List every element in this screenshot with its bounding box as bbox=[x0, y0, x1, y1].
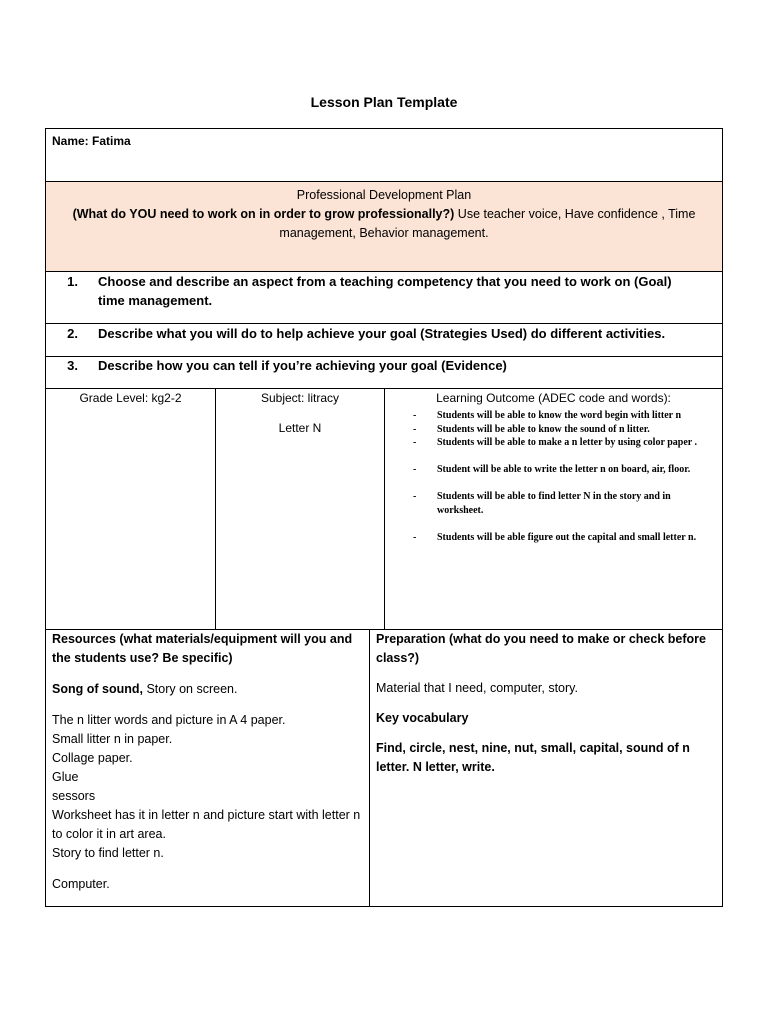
resources-line: Glue bbox=[52, 770, 79, 784]
pd-plan-body bbox=[52, 205, 716, 243]
subject-cell bbox=[215, 388, 385, 630]
outcome-heading bbox=[385, 390, 722, 407]
letter-label: Letter N bbox=[278, 421, 322, 435]
resources-song-line bbox=[52, 680, 363, 699]
strategies-text: Describe what you will do to help achieve your goal (Strategies Used) do different activities. bbox=[98, 326, 666, 341]
resources-heading bbox=[52, 630, 363, 668]
goal-item bbox=[52, 272, 698, 310]
resources-title: Resources bbox=[52, 632, 116, 646]
resources-story: Story on screen. bbox=[146, 682, 238, 696]
grade-level: Grade Level: kg2-2 bbox=[79, 391, 182, 405]
resources-cell bbox=[45, 629, 370, 907]
outcome-item: - Student will be able to write the letter n on board, air, floor. bbox=[413, 463, 714, 477]
resources-line: The n litter words and picture in A 4 paper. bbox=[52, 713, 286, 727]
resources-line: sessors bbox=[52, 789, 96, 803]
name-label: Name: Fatima bbox=[52, 134, 131, 148]
resources-line: Worksheet has it in letter n and picture start with letter n to color it in art area. bbox=[52, 808, 361, 841]
outcome-paren: (ADEC code and words): bbox=[538, 391, 671, 405]
resources-list bbox=[52, 711, 363, 863]
preparation-material: Material that I need, computer, story. bbox=[376, 681, 578, 695]
preparation-cell bbox=[369, 629, 723, 907]
evidence-text: Describe how you can tell if you’re achieving your goal (Evidence) bbox=[98, 358, 507, 373]
preparation-title: Preparation bbox=[376, 632, 446, 646]
outcome-cell bbox=[384, 388, 723, 630]
goal-num: 1. bbox=[67, 274, 78, 289]
resources-song: Song of sound, bbox=[52, 682, 143, 696]
outcome-item: - Students will be able figure out the capital and small letter n. bbox=[413, 531, 714, 545]
pd-plan-question: (What do YOU need to work on in order to grow professionally?) bbox=[72, 207, 455, 221]
pd-plan-answer: Use teacher voice, Have confidence , Time management, Behavior management. bbox=[279, 207, 696, 240]
outcome-title: Learning Outcome bbox=[436, 391, 535, 405]
preparation-question: (what do you need to make or check before class?) bbox=[376, 632, 706, 665]
resources-line: Story to find letter n. bbox=[52, 846, 164, 860]
resources-question: (what materials/equipment will you and the students use? Be specific) bbox=[52, 632, 353, 665]
outcome-item: - Students will be able to make a n letter by using color paper . bbox=[413, 436, 714, 450]
preparation-heading bbox=[376, 630, 716, 668]
pd-plan-cell bbox=[45, 181, 723, 272]
outcome-item: - Students will be able to know the sound of n litter. bbox=[413, 423, 714, 437]
key-vocabulary-words: Find, circle, nest, nine, nut, small, capital, sound of n letter. N letter, write. bbox=[376, 741, 690, 774]
subject: Subject: litracy bbox=[260, 391, 340, 405]
evidence-item bbox=[52, 356, 698, 375]
evidence-num: 3. bbox=[67, 358, 78, 373]
page-title: Lesson Plan Template bbox=[310, 94, 458, 110]
resources-line: Collage paper. bbox=[52, 751, 133, 765]
name-cell bbox=[45, 128, 723, 182]
outcome-item: - Students will be able to find letter N in the story and in worksheet. bbox=[413, 490, 714, 517]
strategies-item bbox=[52, 324, 698, 343]
pd-plan-heading: Professional Development Plan bbox=[296, 188, 472, 202]
outcome-item: - Students will be able to know the word begin with litter n bbox=[413, 409, 714, 423]
grade-cell bbox=[45, 388, 216, 630]
strategies-num: 2. bbox=[67, 326, 78, 341]
key-vocabulary-label: Key vocabulary bbox=[376, 711, 469, 725]
outcome-list bbox=[413, 409, 714, 544]
resources-line: Small litter n in paper. bbox=[52, 732, 173, 746]
goal-text: Choose and describe an aspect from a teaching competency that you need to work on (Goal) time management. bbox=[98, 274, 672, 308]
resources-computer: Computer. bbox=[52, 877, 110, 891]
